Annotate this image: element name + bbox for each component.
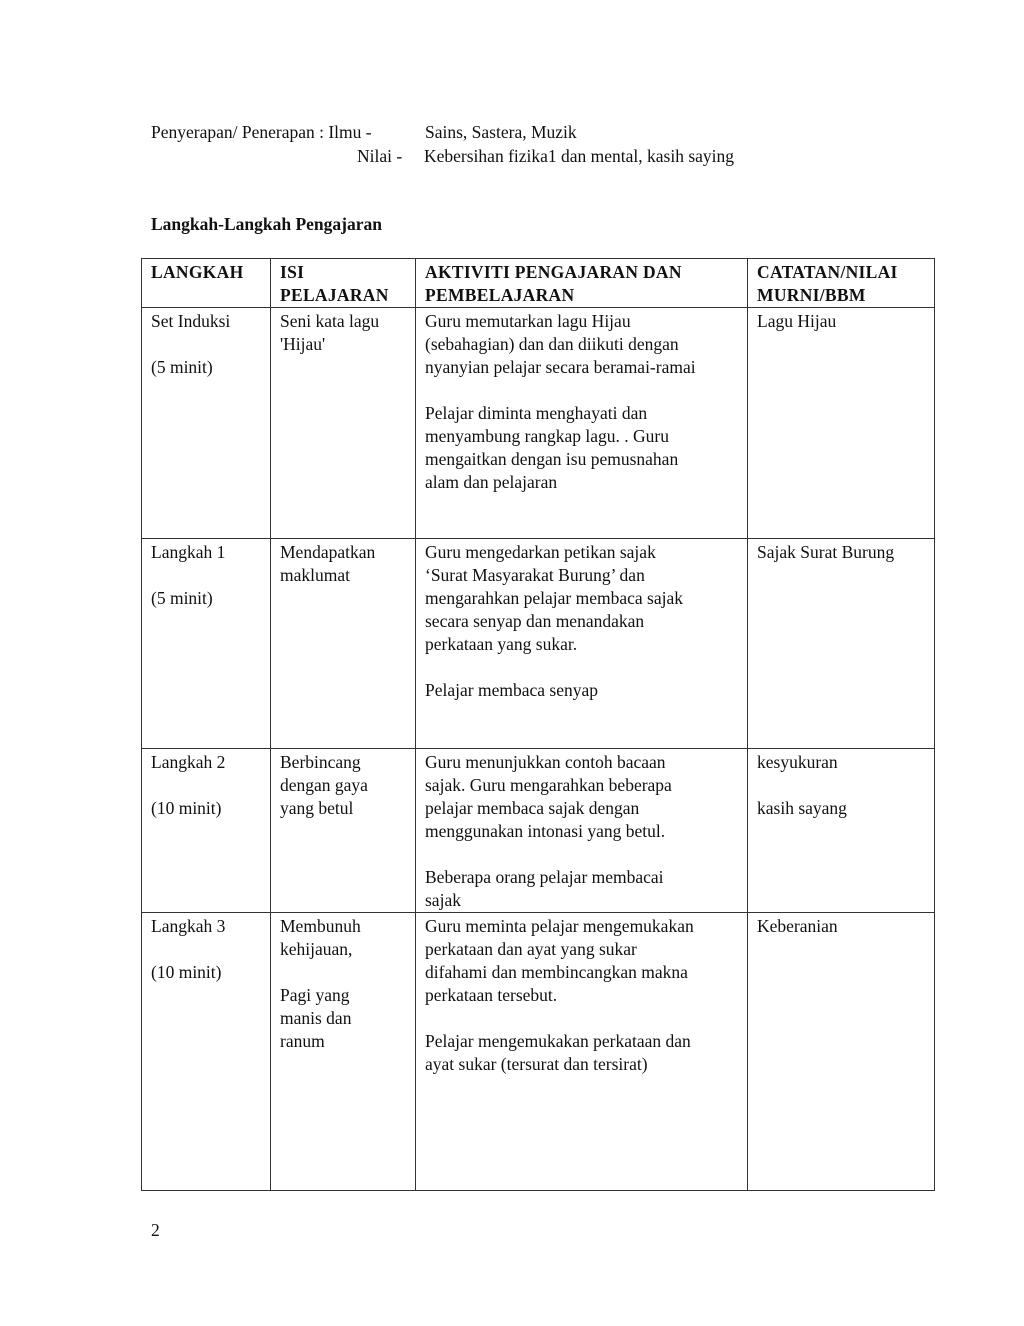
table-row [142,308,935,539]
isi-cell: Membunuh kehijauan, Pagi yang manis dan ranum [271,913,416,1191]
table-row [142,913,935,1191]
aktiviti-cell: Guru mengedarkan petikan sajak ‘Surat Masyarakat Burung’ dan mengarahkan pelajar membaca sajak secara senyap dan menandakan perkataan yang sukar. Pelajar membaca senyap [416,539,748,749]
langkah-cell: Langkah 3 (10 minit) [142,913,271,1191]
aktiviti-cell: Guru memutarkan lagu Hijau (sebahagian) dan dan diikuti dengan nyanyian pelajar secara beramai-ramai Pelajar diminta menghayati dan menyambung rangkap lagu. . Guru mengaitkan dengan isu pemusnahan alam dan pelajaran [416,308,748,539]
catatan-cell: kesyukuran kasih sayang [748,749,935,913]
langkah-cell: Langkah 1 (5 minit) [142,539,271,749]
penyerapan-label: Penyerapan/ Penerapan : Ilmu - [151,122,372,142]
catatan-cell: Sajak Surat Burung [748,539,935,749]
catatan-cell: Lagu Hijau [748,308,935,539]
langkah-cell: Set Induksi (5 minit) [142,308,271,539]
header-langkah: LANGKAH [142,259,271,308]
isi-cell: Berbincang dengan gaya yang betul [271,749,416,913]
isi-cell: Seni kata lagu 'Hijau' [271,308,416,539]
table-header-row [142,259,935,308]
aktiviti-cell: Guru menunjukkan contoh bacaan sajak. Guru mengarahkan beberapa pelajar membaca sajak dengan menggunakan intonasi yang betul. Beberapa orang pelajar membacai sajak [416,749,748,913]
ilmu-value: Sains, Sastera, Muzik [425,122,577,142]
catatan-cell: Keberanian [748,913,935,1191]
header-catatan: CATATAN/NILAI MURNI/BBM [748,259,935,308]
isi-cell: Mendapatkan maklumat [271,539,416,749]
header-isi-pelajaran: ISI PELAJARAN [271,259,416,308]
langkah-cell: Langkah 2 (10 minit) [142,749,271,913]
table-row [142,749,935,913]
nilai-value: Kebersihan fizika1 dan mental, kasih saying [424,146,735,166]
header-aktiviti: AKTIVITI PENGAJARAN DAN PEMBELAJARAN [416,259,748,308]
nilai-label: Nilai - [357,146,403,166]
table-row [142,539,935,749]
aktiviti-cell: Guru meminta pelajar mengemukakan perkataan dan ayat yang sukar difahami dan membincangkan makna perkataan tersebut. Pelajar mengemukakan perkataan dan ayat sukar (tersurat dan tersirat) [416,913,748,1191]
lesson-steps-table [141,258,935,1191]
section-title: Langkah-Langkah Pengajaran [151,214,382,234]
page-number: 2 [151,1220,160,1240]
